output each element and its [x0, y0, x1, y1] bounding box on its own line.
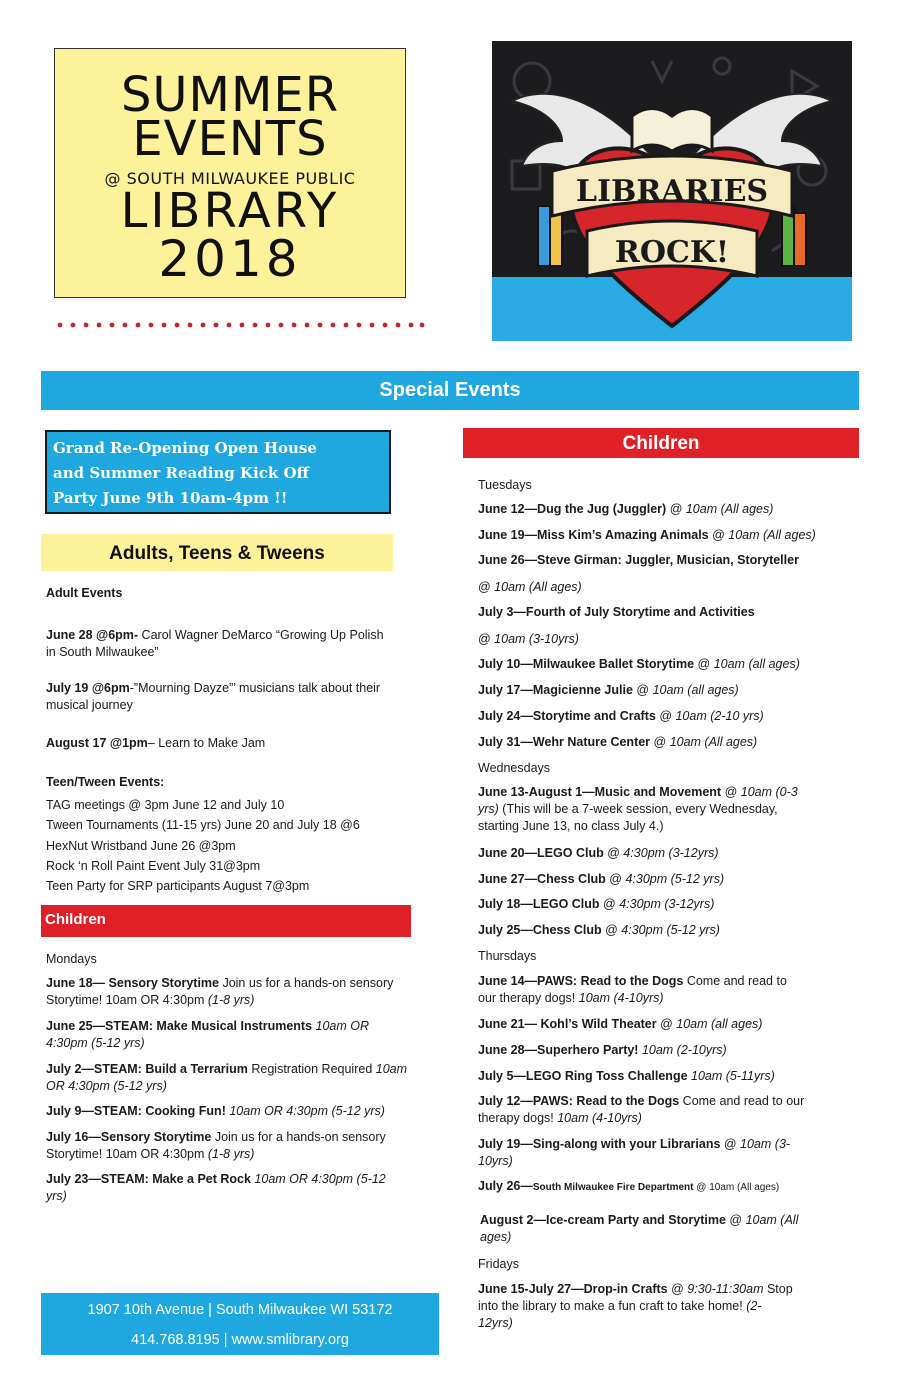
event-detail: 10am OR 4:30pm (5-12 yrs)	[225, 1104, 385, 1118]
adults-teens-tweens-heading: Adults, Teens & Tweens	[41, 534, 393, 571]
footer-address: 1907 10th Avenue | South Milwaukee WI 53172	[87, 1302, 393, 1318]
monday-event-4	[46, 1103, 446, 1120]
event-title: June 20—LEGO Club	[478, 846, 604, 860]
event-text: @	[599, 897, 620, 911]
event-text: @	[656, 1017, 677, 1031]
event-title: June 28—Superhero Party!	[478, 1043, 639, 1057]
event-text: Stop	[763, 1282, 793, 1296]
monday-event-1	[46, 975, 446, 1009]
event-title: July 24—Storytime and Crafts	[478, 709, 656, 723]
grand-reopening-line2: and Summer Reading Kick Off	[53, 464, 309, 482]
event-title: July 12—PAWS: Read to the Dogs	[478, 1094, 680, 1108]
logo-text-rock: ROCK!	[614, 235, 730, 270]
event-text: @	[478, 580, 495, 594]
event-title: South Milwaukee Fire Department	[532, 1182, 694, 1193]
event-text: therapy dogs!	[478, 1111, 558, 1125]
event-title: June 18— Sensory Storytime	[46, 976, 219, 990]
title-line-summer: SUMMER	[120, 67, 340, 123]
title-box	[54, 48, 406, 298]
event-text: @	[721, 785, 741, 799]
adult-event-1-date: June 28 @6pm-	[46, 628, 139, 642]
adult-event-3-text: – Learn to Make Jam	[147, 736, 266, 750]
wednesday-event-5	[478, 922, 868, 939]
event-text: @	[725, 1213, 746, 1227]
special-events-heading: Special Events	[41, 371, 859, 410]
event-detail: 4:30pm (3-12yrs)	[623, 846, 719, 860]
event-text: @	[666, 502, 686, 516]
event-text: Come and read to	[683, 974, 787, 988]
thursday-event-4	[478, 1068, 868, 1085]
footer-contact	[41, 1293, 439, 1355]
event-text: Join us for a hands-on sensory	[211, 1130, 386, 1144]
logo-text-libraries: LIBRARIES	[575, 174, 769, 209]
thursday-event-6	[478, 1136, 868, 1170]
event-detail: 10am	[375, 1062, 408, 1076]
monday-event-2	[46, 1018, 446, 1052]
event-detail: (2-	[746, 1299, 762, 1313]
event-detail: 4:30pm (5-12 yrs)	[625, 872, 725, 886]
list-item: HexNut Wristband June 26 @3pm	[46, 838, 236, 853]
event-title: July 26—	[478, 1179, 533, 1193]
day-wednesdays: Wednesdays	[478, 761, 551, 775]
event-detail: 10am (All ages)	[494, 580, 582, 594]
event-title: July 31—Wehr Nature Center	[478, 735, 651, 749]
adult-event-1-text: Carol Wagner DeMarco “Growing Up Polish	[138, 628, 384, 642]
thursday-event-2	[478, 1016, 868, 1033]
event-detail: 10am (0-3	[740, 785, 798, 799]
event-detail: 10am (2-10 yrs)	[675, 709, 764, 723]
event-detail: yrs)	[46, 1189, 67, 1203]
thursday-event-7	[478, 1178, 868, 1196]
event-title: July 5—LEGO Ring Toss Challenge	[478, 1069, 688, 1083]
footer-phone-website: 414.768.8195 | www.smlibrary.org	[131, 1332, 349, 1348]
event-detail: 10am OR	[312, 1019, 370, 1033]
wednesday-event-4	[478, 896, 868, 913]
adult-event-2	[46, 680, 446, 714]
day-thursdays: Thursdays	[478, 949, 537, 963]
event-text: @	[632, 683, 653, 697]
event-title: July 17—Magicienne Julie	[478, 683, 633, 697]
event-detail: 10am (all ages)	[713, 657, 800, 671]
adult-event-2-text: -”Mourning Dayze”’ musicians talk about their	[129, 681, 381, 695]
event-text: @	[603, 846, 624, 860]
list-item: Rock ‘n Roll Paint Event July 31@3pm	[46, 858, 261, 873]
libraries-rock-logo	[492, 41, 852, 341]
title-line-library: LIBRARY	[120, 183, 340, 239]
list-item: Tween Tournaments (11-15 yrs) June 20 and July 18 @6	[46, 818, 360, 833]
adult-events-heading: Adult Events	[46, 586, 123, 600]
event-text: @	[601, 923, 622, 937]
event-detail: 10am (all ages)	[652, 683, 739, 697]
adult-event-3	[46, 735, 446, 752]
event-detail: 10am OR 4:30pm (5-12	[250, 1172, 386, 1186]
event-title: June 21— Kohl’s Wild Theater	[478, 1017, 657, 1031]
event-detail: 4:30pm (3-12yrs)	[619, 897, 715, 911]
thursday-event-3	[478, 1042, 868, 1059]
event-text: @	[720, 1137, 741, 1151]
event-detail: 10am (3-10yrs)	[494, 632, 579, 646]
event-detail: OR 4:30pm (5-12 yrs)	[46, 1079, 167, 1093]
event-detail: 10am (all ages)	[676, 1017, 763, 1031]
tuesday-event-5	[478, 656, 868, 673]
event-text: our therapy dogs!	[478, 991, 579, 1005]
wednesday-event-3	[478, 871, 868, 888]
thursday-event-5	[478, 1093, 868, 1127]
adult-event-2-date: July 19 @6pm	[46, 681, 130, 695]
event-title: August 2—Ice-cream Party and Storytime	[480, 1213, 726, 1227]
event-title: June 13-August 1—Music and Movement	[478, 785, 722, 799]
event-text: @	[655, 709, 676, 723]
event-text: (This will be a 7-week session, every Wednesday,	[498, 802, 778, 816]
event-title: June 12—Dug the Jug (Juggler)	[478, 502, 667, 516]
event-detail: 10am (5-11yrs)	[687, 1069, 775, 1083]
event-title: July 3—Fourth of July Storytime and Activities	[478, 605, 755, 619]
event-title: July 23—STEAM: Make a Pet Rock	[46, 1172, 251, 1186]
tuesday-event-7	[478, 708, 868, 725]
event-detail: yrs)	[478, 802, 499, 816]
grand-reopening-line1: Grand Re-Opening Open House	[53, 439, 317, 457]
event-detail: 10am (4-10yrs)	[578, 991, 664, 1005]
event-title: July 9—STEAM: Cooking Fun!	[46, 1104, 226, 1118]
teen-events-list	[46, 795, 446, 896]
event-detail: 4:30pm (5-12 yrs)	[46, 1036, 145, 1050]
event-detail: 10yrs)	[478, 1154, 513, 1168]
event-text: Join us for a hands-on sensory	[218, 976, 394, 990]
event-text: @	[605, 872, 626, 886]
teen-events-heading: Teen/Tween Events:	[46, 775, 165, 789]
event-title: June 19—Miss Kim’s Amazing Animals	[478, 528, 709, 542]
friday-event-1	[478, 1281, 873, 1332]
tuesday-event-3	[478, 552, 868, 569]
event-title: July 19—Sing-along with your Librarians	[478, 1137, 721, 1151]
adult-event-1-text2: in South Milwaukee”	[46, 645, 159, 659]
event-title: June 15-July 27—Drop-in Crafts	[478, 1282, 668, 1296]
grand-reopening-box	[45, 430, 391, 514]
event-detail: 10am (3-	[740, 1137, 791, 1151]
title-line-year: 2018	[158, 230, 302, 288]
event-detail: 10am (4-10yrs)	[557, 1111, 642, 1125]
children-heading-right: Children	[463, 428, 859, 458]
list-item: Teen Party for SRP participants August 7@3pm	[46, 879, 310, 894]
event-text: @	[478, 632, 495, 646]
event-title: July 16—Sensory Storytime	[46, 1130, 212, 1144]
event-detail: 9:30-11:30am	[687, 1282, 764, 1296]
wednesday-event-2	[478, 845, 868, 862]
children-heading-left: Children	[41, 905, 411, 937]
event-text: @	[650, 735, 670, 749]
event-detail: (1-8 yrs)	[207, 1147, 255, 1161]
event-detail: 4:30pm (5-12 yrs)	[621, 923, 720, 937]
adult-event-1	[46, 627, 446, 661]
tuesday-event-6	[478, 682, 868, 699]
event-text: Storytime! 10am OR 4:30pm	[46, 993, 208, 1007]
grand-reopening-line3: Party June 9th 10am-4pm !!	[53, 489, 288, 507]
list-item: TAG meetings @ 3pm June 12 and July 10	[46, 798, 285, 812]
title-line-events: EVENTS	[132, 111, 328, 167]
event-detail: 12yrs)	[478, 1316, 513, 1330]
event-text: Come and read to our	[679, 1094, 805, 1108]
event-text: @	[708, 528, 729, 542]
monday-event-5	[46, 1129, 446, 1163]
event-text: @	[694, 657, 714, 671]
tuesday-event-4-time	[478, 631, 868, 648]
day-tuesdays: Tuesdays	[478, 478, 532, 492]
monday-event-6	[46, 1171, 446, 1205]
event-title: July 18—LEGO Club	[478, 897, 600, 911]
event-text: into the library to make a fun craft to take home!	[478, 1299, 747, 1313]
event-text: Storytime! 10am OR 4:30pm	[46, 1147, 208, 1161]
event-text: @	[667, 1282, 688, 1296]
tuesday-event-3-time	[478, 579, 868, 596]
event-title: July 2—STEAM: Build a Terrarium	[46, 1062, 248, 1076]
event-title: June 25—STEAM: Make Musical Instruments	[46, 1019, 313, 1033]
adult-event-3-date: August 17 @1pm	[46, 736, 148, 750]
tuesday-event-8	[478, 734, 868, 751]
tuesday-event-2	[478, 527, 868, 544]
day-mondays: Mondays	[46, 952, 97, 966]
event-title: June 27—Chess Club	[478, 872, 606, 886]
monday-event-3	[46, 1061, 446, 1095]
event-detail: 10am (All ages)	[685, 502, 774, 516]
thursday-event-8	[480, 1212, 870, 1246]
event-text: starting June 13, no class July 4.)	[478, 819, 664, 833]
event-detail: 10am (2-10yrs)	[638, 1043, 727, 1057]
event-detail: 10am (All ages)	[728, 528, 816, 542]
wednesday-event-1	[478, 784, 868, 835]
event-detail: 10am (All	[745, 1213, 799, 1227]
event-title: June 14—PAWS: Read to the Dogs	[478, 974, 684, 988]
thursday-event-1	[478, 973, 868, 1007]
adult-event-2-text2: musical journey	[46, 698, 133, 712]
event-title: July 10—Milwaukee Ballet Storytime	[478, 657, 695, 671]
event-title: June 26—Steve Girman: Juggler, Musician, Storyteller	[478, 553, 799, 567]
event-title: July 25—Chess Club	[478, 923, 602, 937]
event-detail: ages)	[480, 1230, 512, 1244]
tuesday-event-4	[478, 604, 868, 621]
day-fridays: Fridays	[478, 1257, 519, 1271]
tuesday-event-1	[478, 501, 868, 518]
event-detail: (1-8 yrs)	[207, 993, 255, 1007]
dotted-divider	[56, 318, 426, 332]
event-text: Registration Required	[247, 1062, 376, 1076]
title-line-location: @ SOUTH MILWAUKEE PUBLIC	[104, 169, 356, 188]
event-text: @ 10am (All ages)	[693, 1182, 780, 1193]
event-detail: 10am (All ages)	[669, 735, 758, 749]
